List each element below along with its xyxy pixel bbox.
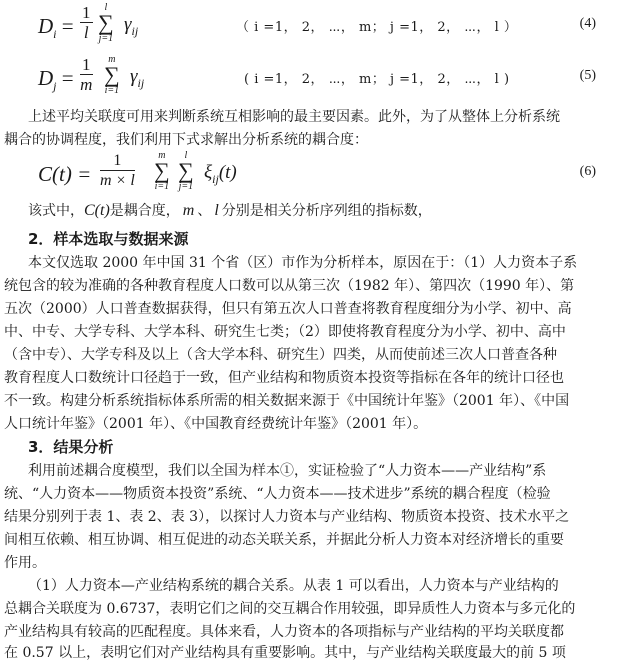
paragraph-line: （1）人力资本—产业结构系统的耦合关系。从表 1 可以看出，人力资本与产业结构的	[28, 578, 559, 594]
paragraph-line: 总耦合关联度为 0.6737，表明它们之间的交互耦合作用较强，即异质性人力资本与多元化的	[4, 601, 576, 617]
equation-fraction: $\frac{1}{m \times l}$	[100, 152, 135, 189]
paragraph-line: 间相互依赖、相互协调、相互促进的动态关联关系，并据此分析人力资本对经济增长的重要	[4, 532, 564, 548]
summation-symbol: l ∑ j=1	[98, 2, 114, 44]
paragraph-line: 产业结构具有较高的匹配程度。具体来看，人力资本的各项指标与产业结构的平均关联度都	[4, 624, 564, 640]
paragraph-line: 人口统计年鉴》（2001 年）、《中国教育经费统计年鉴》（2001 年）。	[4, 416, 428, 432]
section-heading: 3．结果分析	[28, 438, 114, 456]
equation-term: $\gamma_{ij}$	[124, 14, 139, 38]
summation-symbol: m ∑ i=1	[104, 54, 120, 96]
equation-lhs: $D_j$ =	[38, 66, 74, 93]
equation-fraction: $\frac{1}{m}$	[80, 55, 93, 94]
equation-condition: ( i =1， 2， ⋯， m； j =1， 2， ⋯， l )	[244, 72, 510, 87]
equation-4	[34, 2, 604, 48]
paragraph-line: 中、中专、大学专科、大学本科、研究生七类；（2）即使将教育程度分为小学、初中、高中	[4, 324, 566, 340]
paragraph-line: 利用前述耦合度模型，我们以全国为样本①，实证检验了“人力资本——产业结构”系	[28, 463, 547, 479]
paragraph-line: 在 0.57 以上，表明它们对产业结构具有重要影响。其中，与产业结构关联度最大的前 5 项	[4, 645, 566, 661]
summation-symbol: m ∑ i=1	[154, 150, 170, 192]
paragraph-line: 结果分别列于表 1、表 2、表 3），以探讨人力资本与产业结构、物质资本投资、技术水平之	[4, 509, 570, 525]
paragraph-line: 五次（2000）人口普查数据获得，但只有第五次人口普查将教育程度细分为小学、初中、高	[4, 301, 572, 317]
paragraph-line: 不一致。构建分析系统指标体系所需的相关数据来源于《中国统计年鉴》（2001 年）、《中国	[4, 393, 570, 409]
equation-number: (4)	[579, 16, 596, 31]
equation-fraction: $\frac{1}{l}$	[82, 3, 91, 42]
paragraph-line: 该式中，C(t)是耦合度， m 、 l 分别是相关分析序列组的指标数，	[28, 202, 432, 219]
paragraph-line: 教育程度人口数统计口径趋于一致，但产业结构和物质资本投资等指标在各年的统计口径也	[4, 370, 564, 386]
equation-lhs: $D_i$ =	[38, 14, 74, 41]
paragraph-line: 统包含的较为准确的各种教育程度人口数可以从第三次（1982 年）、第四次（1990 年）、第	[4, 278, 575, 294]
equation-term: $\xi_{ij}(t)$	[204, 162, 237, 186]
equation-lhs: C(t) =	[38, 162, 92, 186]
section-heading: 2．样本选取与数据来源	[28, 230, 189, 248]
equation-number: (5)	[579, 68, 596, 83]
summation-symbol: l ∑ j=1	[178, 150, 194, 192]
equation-6	[38, 150, 608, 196]
equation-5	[34, 54, 604, 100]
equation-condition: （ i =1， 2， ⋯， m； j =1， 2， ⋯， l ）	[236, 20, 518, 35]
equation-number: (6)	[579, 164, 596, 179]
paragraph-line: 统、“人力资本——物质资本投资”系统、“人力资本——技术进步”系统的耦合程度（检验	[4, 486, 551, 502]
paragraph-line: 本文仅选取 2000 年中国 31 个省（区）市作为分析样本，原因在于：（1）人力资本子系	[28, 255, 578, 271]
equation-term: $\gamma_{ij}$	[130, 66, 145, 90]
paragraph-line: 作用。	[4, 555, 46, 571]
paragraph-line: 耦合的协调程度，我们利用下式求解出分析系统的耦合度：	[4, 132, 368, 148]
paragraph-line: （含中专）、大学专科及以上（含大学本科、研究生）四类，从而使前述三次人口普查各种	[4, 347, 557, 363]
paragraph-line: 上述平均关联度可用来判断系统互相影响的最主要因素。此外，为了从整体上分析系统	[28, 109, 560, 125]
